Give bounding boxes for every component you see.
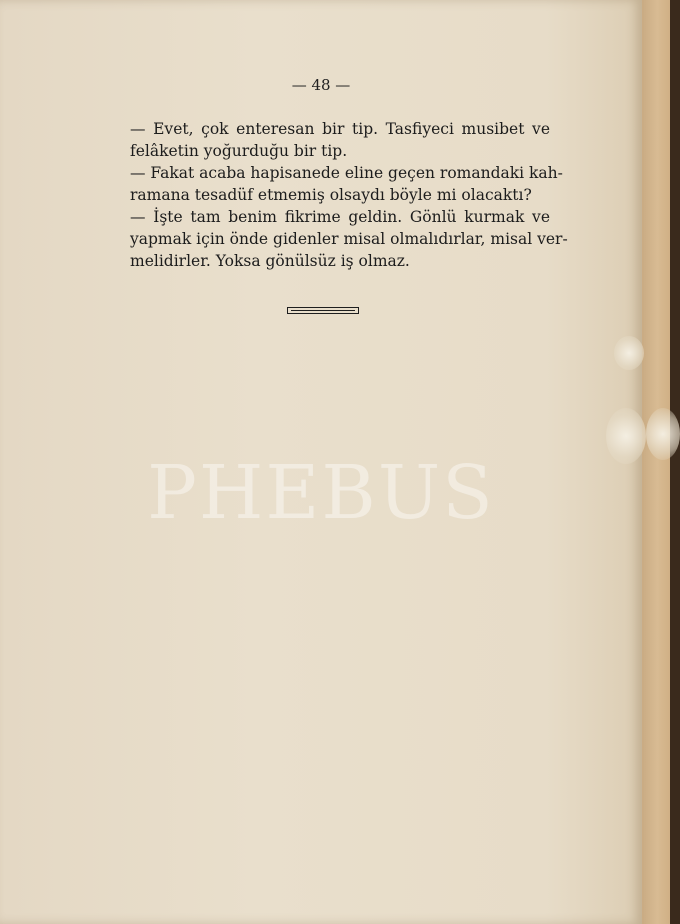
text-line: ramana tesadüf etmemiş olsaydı böyle mi olacaktı? bbox=[130, 186, 532, 204]
binding-shadow bbox=[670, 0, 680, 924]
section-divider-ornament bbox=[287, 307, 359, 314]
body-text bbox=[130, 118, 568, 272]
text-line: — Fakat acaba hapisanede eline geçen romandaki kah- bbox=[130, 164, 563, 182]
watermark: PHEBUS bbox=[147, 450, 495, 536]
text-line: felâketin yoğurduğu bir tip. bbox=[130, 142, 348, 160]
text-line: melidirler. Yoksa gönülsüz iş olmaz. bbox=[130, 252, 410, 270]
text-line: — Evet, çok enteresan bir tip. Tasfiyeci musibet ve bbox=[130, 120, 550, 138]
paper-stain bbox=[614, 336, 644, 370]
text-line: — İşte tam benim fikrime geldin. Gönlü kurmak ve bbox=[130, 208, 550, 226]
paper-stain bbox=[646, 408, 680, 460]
text-line: yapmak için önde gidenler misal olmalıdırlar, misal ver- bbox=[130, 230, 568, 248]
page-number: — 48 — bbox=[291, 76, 351, 94]
